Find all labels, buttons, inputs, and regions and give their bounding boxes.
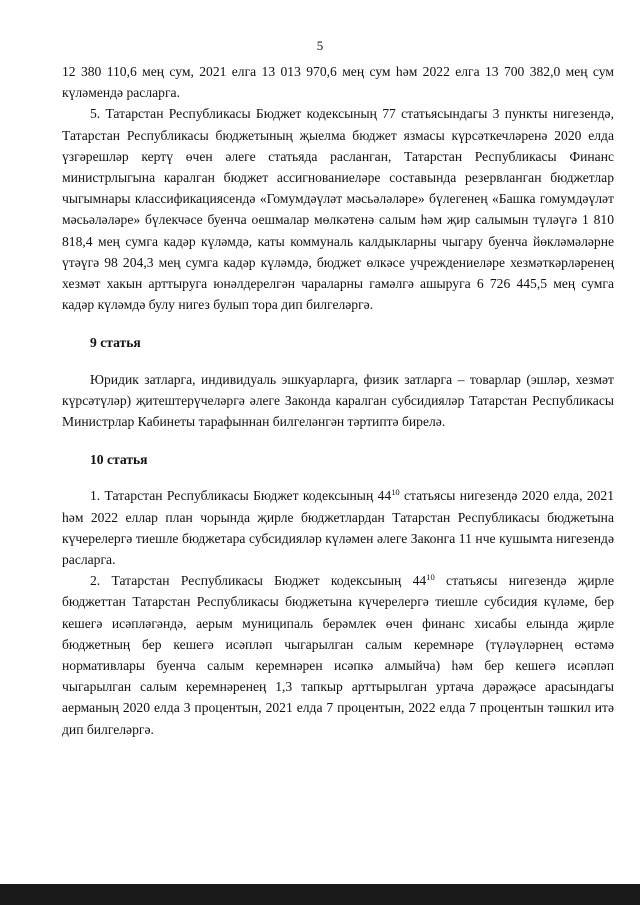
- heading-article-10: 10 статья: [90, 452, 148, 468]
- heading-article-9: 9 статья: [90, 335, 141, 351]
- paragraph-subsidies: Юридик затларга, индивидуаль эшкуарларга, физик затларга – товарлар (эшләр, хезмәт күрсәтүләр) җитештерүчеләргә әлеге Законда каралган субсидияләр Татарстан Республикасы Министрлар Кабинеты тарафыннан билгеләнгән тәртиптә бирелә.: [62, 371, 614, 430]
- paragraph-amounts-continued: 12 380 110,6 мең сум, 2021 елга 13 013 970,6 мең сум һәм 2022 елга 13 700 382,0 мең сум күләмендә расларга.: [62, 64, 614, 101]
- item-2-superscript: 10: [426, 572, 435, 583]
- item-1-superscript: 10: [391, 487, 400, 498]
- item-1-text-start: 1. Татарстан Республикасы Бюджет кодексының 44: [90, 488, 392, 504]
- paragraph-item-5: 5. Татарстан Республикасы Бюджет кодексының 77 статьясындагы 3 пункты нигезендә, Татарстан Республикасы бюджетының җыелма бюджет язмасы күрсәткечләренә 2020 елда үзгәрешләр кертү өчен әлеге статьяда расланган, Татарстан Республикасы Финанс министрлыгына каралган бюджет ассигнованиеләре составында резервланган бюджетлар чыгымнары классификациясендә «Гомумдәүләт мәсьәләләре» бүлегенең «Башка гомумдәүләт мәсьәләләре» бүлекчәсе буенча оешмалар мөлкәтенә салым һәм җир салымын түләүгә 1 810 818,4 мең сумга кадәр күләмдә, каты коммуналь калдыкларны чыгару буенча йөкләмәләрне үтәүгә 98 204,3 мең сумга кадәр күләмдә, бюджет өлкәсе учреждениеләре хезмәткәрләренең хезмәт хакын арттыруга юнәлдерелгән чараларны гамәлгә ашыруга 6 726 445,5 мең сумга кадәр күләмдә булу нигез булып тора дип билгеләргә.: [62, 106, 614, 313]
- scan-bottom-edge: [0, 884, 640, 905]
- item-2-text-end: статьясы нигезендә җирле бюджеттан Татарстан Республикасы бюджетына күчерелергә тиешле субсидия күләме, бер кешегә исәпләгәндә, аерым муниципаль берәмлек өчен финанс хисабы елында җирле бюджетның бер кешегә исәпләп чыгарылган салым керемнәре (түләүләрнең өстәмә нормативлары буенча салым керемнәрен исәпкә алмыйча) һәм бер кешегә исәпләп чыгарылган салым керемнәренең 1,3 тапкыр арттырылган уртача дәрәҗәсе арасындагы аерманың 2020 елда 3 процентын, 2021 елда 7 процентын, 2022 елда 7 процентын тәшкил итә дип билгеләргә.: [62, 573, 614, 737]
- paragraph-article-10-item-1: [62, 485, 614, 570]
- paragraph-article-10-item-2: [62, 570, 614, 740]
- item-2-text-start: 2. Татарстан Республикасы Бюджет кодексының 44: [90, 573, 427, 589]
- item-1-text-end: статьясы нигезендә 2020 елда, 2021 һәм 2022 еллар план чорында җирле бюджетлардан Татарстан Республикасы бюджетына күчерелергә тиешле бюджетара субсидияләр күләмен әлеге Законга 11 нче кушымта нигезендә расларга.: [62, 488, 615, 568]
- document-body: [62, 61, 614, 740]
- page-number: 5: [316, 38, 324, 53]
